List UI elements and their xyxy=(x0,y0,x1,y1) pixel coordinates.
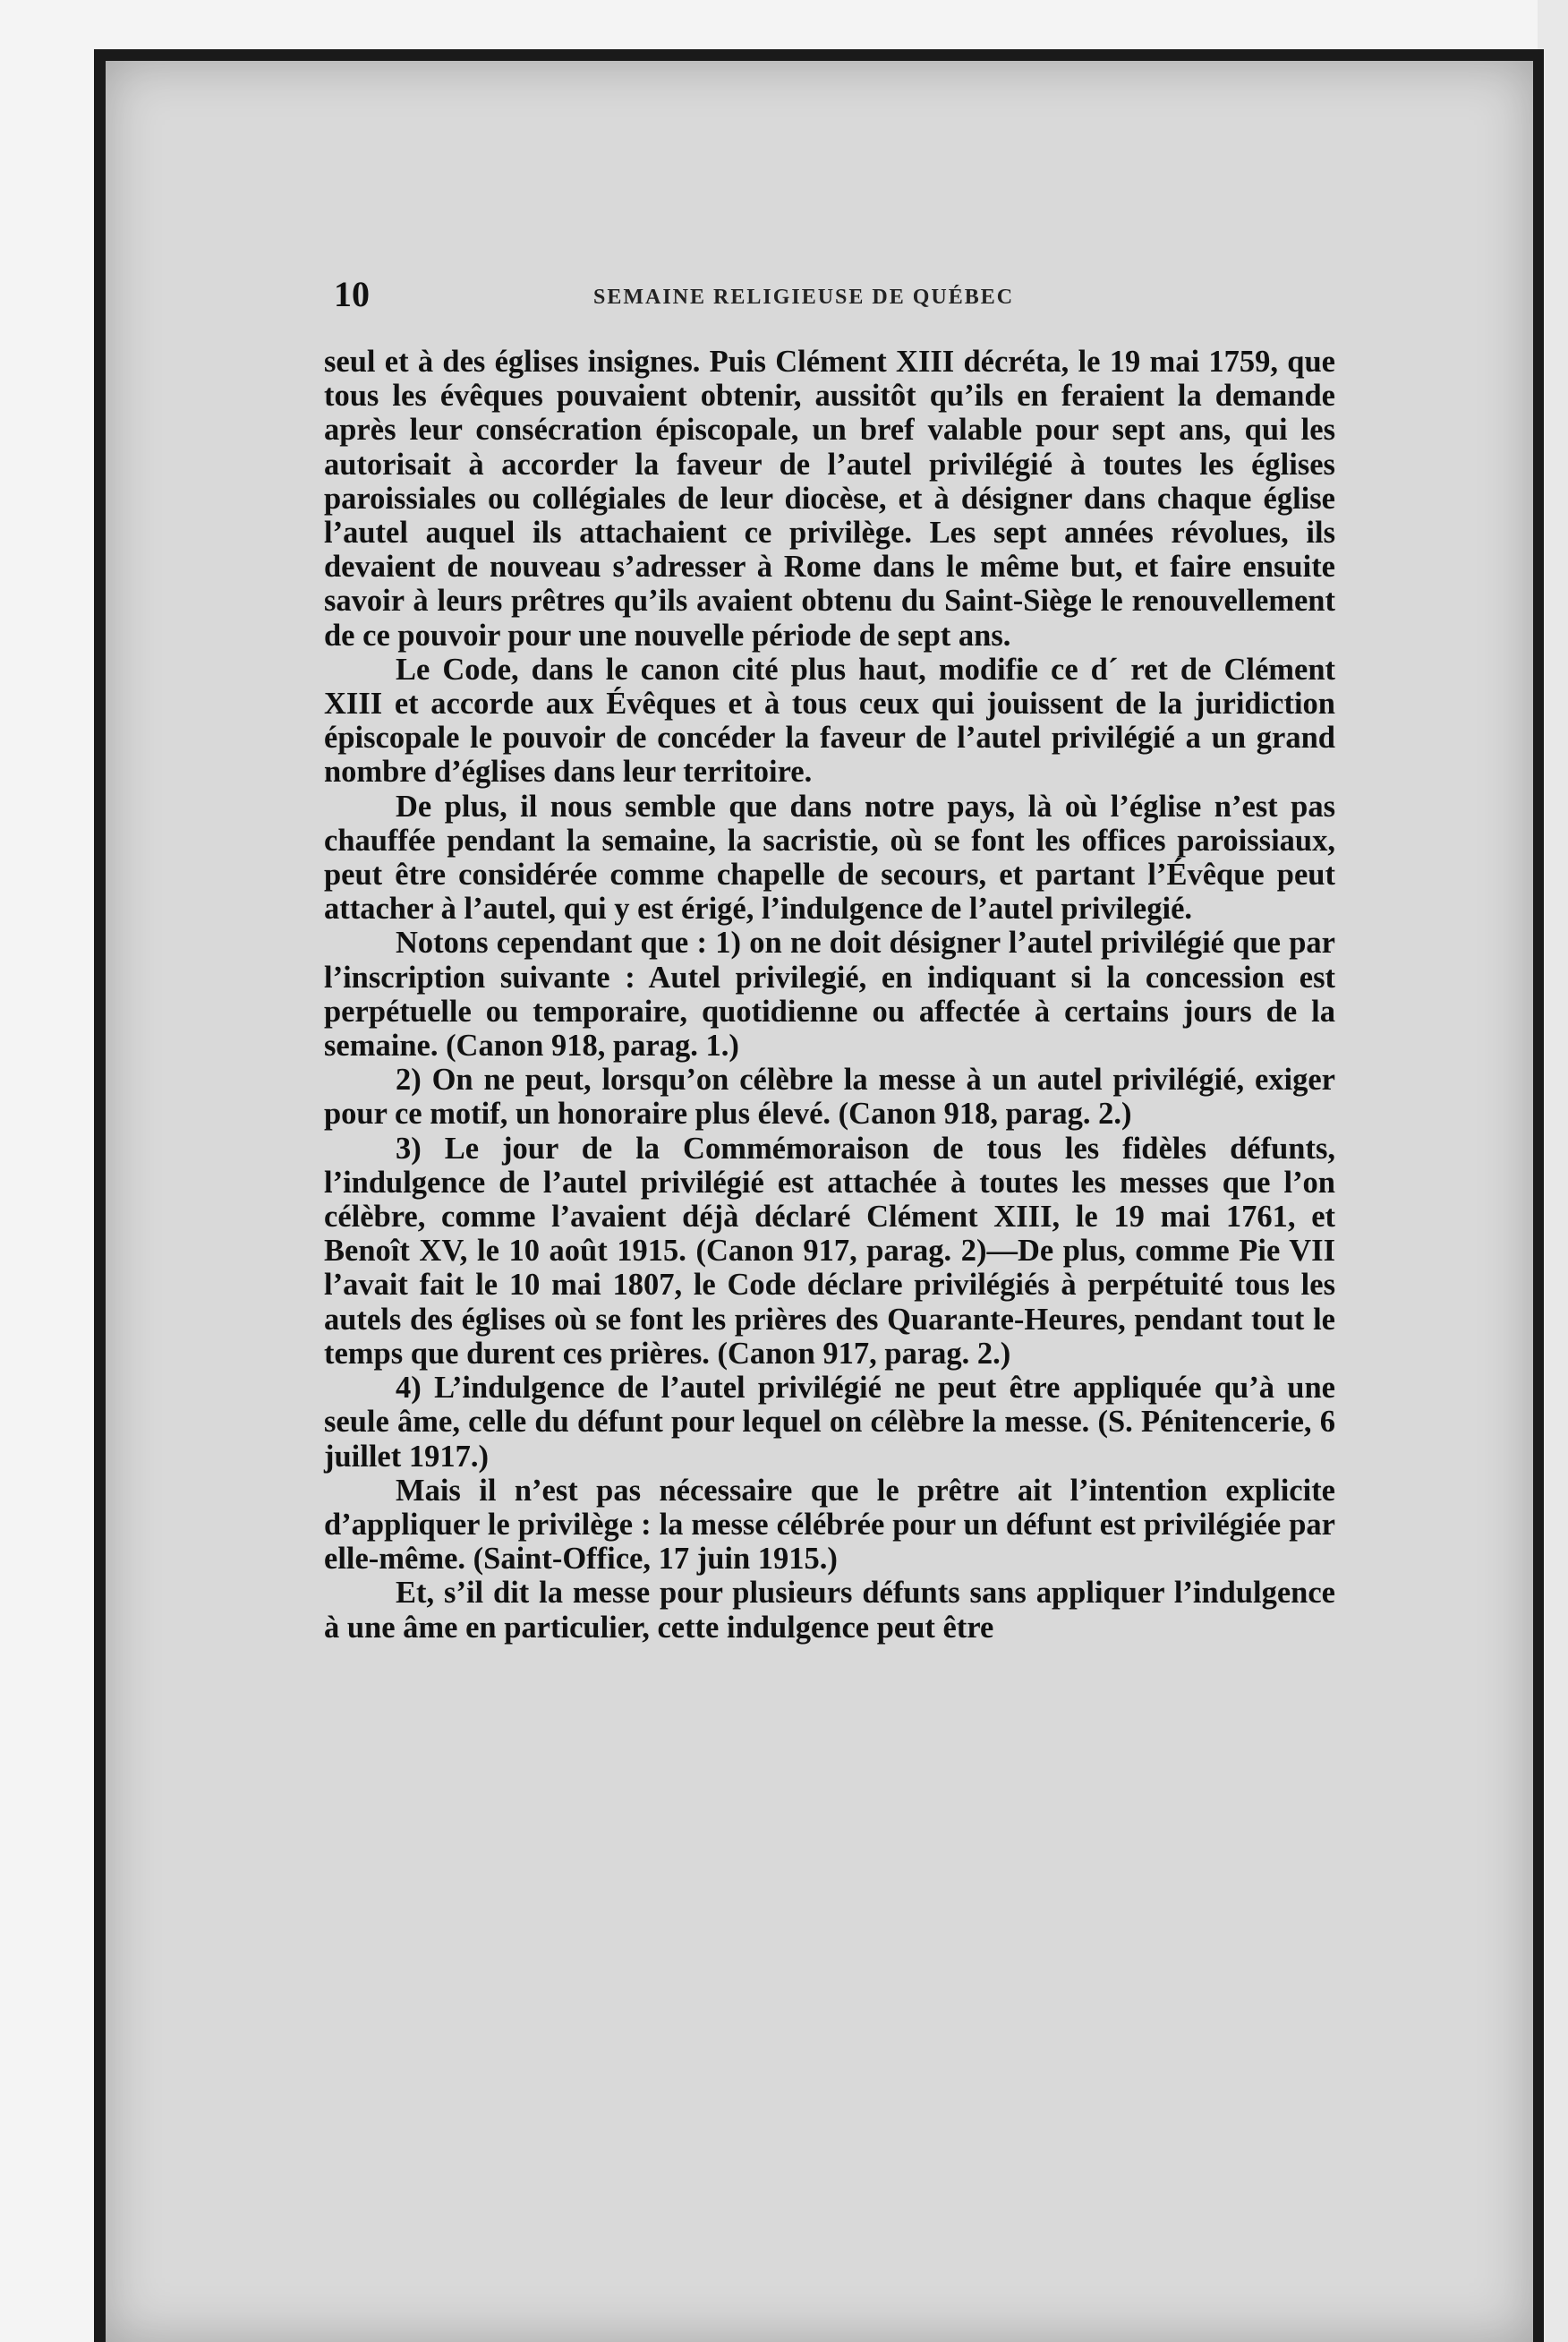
paragraph: Le Code, dans le canon cité plus haut, modifie ce d´ ret de Clément XIII et accorde aux Évêques et à tous ceux qui jouissent de la juridiction épiscopale le pouvoir de concéder la faveur de l’autel privilégié a un grand nombre d’églises dans leur territoire. xyxy=(324,652,1335,790)
paragraph: Mais il n’est pas nécessaire que le prêtre ait l’intention explicite d’appliquer le privilège : la messe célébrée pour un défunt est privilégiée par elle-même. (Saint-Office, 17 juin 1915.) xyxy=(324,1473,1335,1577)
page-header xyxy=(334,273,1345,318)
body-text xyxy=(324,345,1335,1645)
paragraph: De plus, il nous semble que dans notre pays, là où l’église n’est pas chauffée pendant la semaine, la sacristie, où se font les offices paroissiaux, peut être considérée comme chapelle de secours, et partant l’Évêque peut attacher à l’autel, qui y est érigé, l’indulgence de l’autel privilegié. xyxy=(324,789,1335,927)
running-title: SEMAINE RELIGIEUSE DE QUÉBEC xyxy=(593,286,1015,309)
paragraph: Notons cependant que : 1) on ne doit désigner l’autel privilégié que par l’inscription suivante : Autel privilegié, en indiquant si la concession est perpétuelle ou temporaire, quotidienne ou affectée à certains jours de la semaine. (Canon 918, parag. 1.) xyxy=(324,926,1335,1064)
paragraph: seul et à des églises insignes. Puis Clément XIII décréta, le 19 mai 1759, que tous les évêques pouvaient obtenir, aussitôt qu’ils en feraient la demande après leur consécration épiscopale, un bref valable pour sept ans, qui les autorisait à accorder la faveur de l’autel privilégié à toutes les églises paroissiales ou collégiales de leur diocèse, et à désigner dans chaque église l’autel auquel ils attachaient ce privilège. Les sept années révolues, ils devaient de nouveau s’adresser à Rome dans le même but, et faire ensuite savoir à leurs prêtres qu’ils avaient obtenu du Saint-Siège le renouvellement de ce pouvoir pour une nouvelle période de sept ans. xyxy=(324,345,1335,653)
paragraph: 2) On ne peut, lorsqu’on célèbre la messe à un autel privilégié, exiger pour ce motif, un honoraire plus élevé. (Canon 918, parag. 2.) xyxy=(324,1063,1335,1132)
page-number: 10 xyxy=(334,274,370,314)
paragraph: Et, s’il dit la messe pour plusieurs défunts sans appliquer l’indulgence à une âme en particulier, cette indulgence peut être xyxy=(324,1576,1335,1645)
paragraph: 3) Le jour de la Commémoraison de tous les fidèles défunts, l’indulgence de l’autel privilégié est attachée à toutes les messes que l’on célèbre, comme l’avaient déjà déclaré Clément XIII, le 19 mai 1761, et Benoît XV, le 10 août 1915. (Canon 917, parag. 2)—De plus, comme Pie VII l’avait fait le 10 mai 1807, le Code déclare privilégiés à perpétuité tous les autels des églises où se font les prières des Quarante-Heures, pendant tout le temps que durent ces prières. (Canon 917, parag. 2.) xyxy=(324,1131,1335,1371)
paragraph: 4) L’indulgence de l’autel privilégié ne peut être appliquée qu’à une seule âme, celle du défunt pour lequel on célèbre la messe. (S. Pénitencerie, 6 juillet 1917.) xyxy=(324,1371,1335,1474)
